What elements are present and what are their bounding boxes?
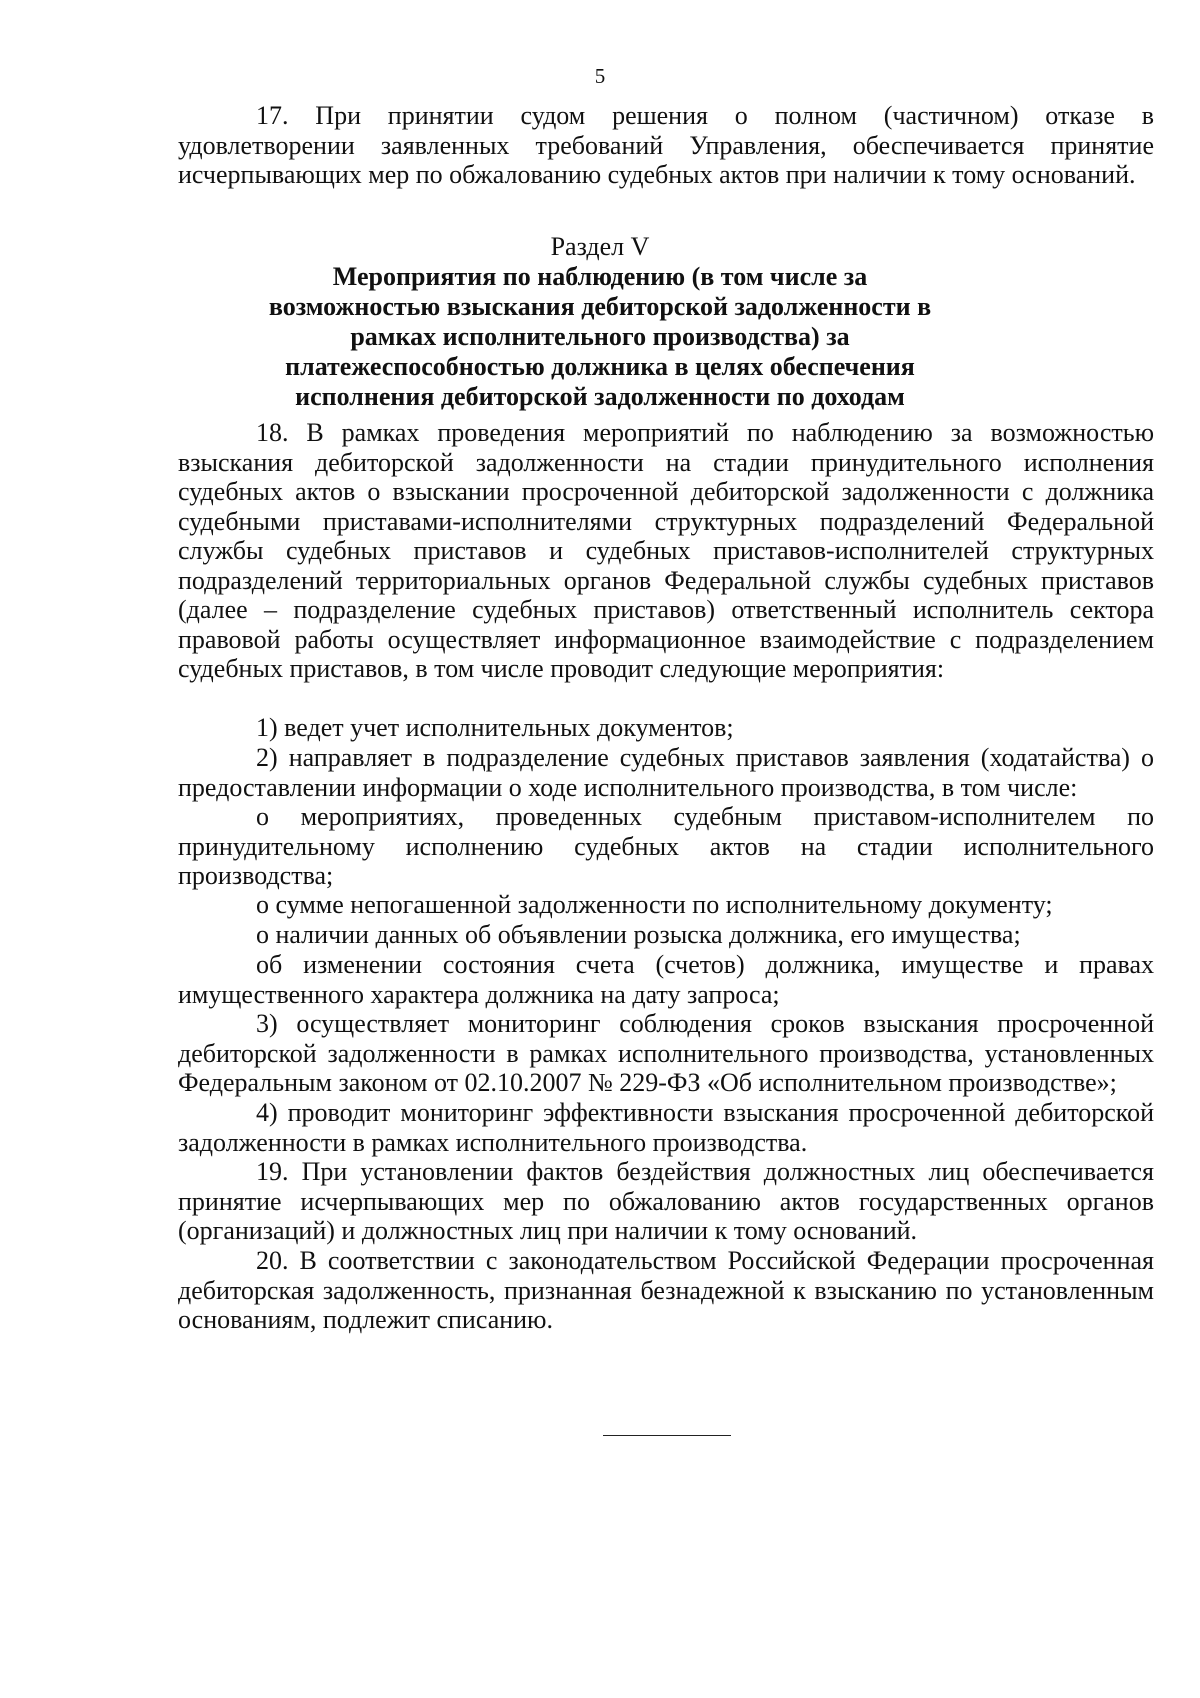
sub-item-1: о мероприятиях, проведенных судебным приставом-исполнителем по принудительному исполнению судебных актов на стадии исполнительного производства; — [178, 802, 1154, 890]
paragraph-18: 18. В рамках проведения мероприятий по наблюдению за возможностью взыскания дебиторской задолженности на стадии принудительного исполнения судебных актов о взыскании просроченной дебиторской задолженности с должника судебными приставами-исполнителями структурных подразделений Федеральной службы судебных приставов и судебных приставов-исполнителей структурных подразделений территориальных органов Федеральной службы судебных приставов (далее – подразделение судебных приставов) ответственный исполнитель сектора правовой работы осуществляет информационное взаимодействие с подразделением судебных приставов, в том числе проводит следующие мероприятия: — [178, 418, 1154, 683]
sub-item-2: о сумме непогашенной задолженности по исполнительному документу; — [256, 890, 1053, 919]
section-title: Мероприятия по наблюдению (в том числе за возможностью взыскания дебиторской задолженности в рамках исполнительного производства) за платежеспособностью должника в целях обеспечения исполнения дебиторской задолженности по доходам — [268, 262, 932, 411]
end-rule — [603, 1435, 731, 1436]
section-label: Раздел V — [550, 232, 650, 261]
paragraph-19: 19. При установлении фактов бездействия должностных лиц обеспечивается принятие исчерпывающих мер по обжалованию актов государственных органов (организаций) и должностных лиц при наличии к тому оснований. — [178, 1157, 1154, 1245]
list-item-1: 1) ведет учет исполнительных документов; — [256, 713, 734, 742]
list-item-4: 4) проводит мониторинг эффективности взыскания просроченной дебиторской задолженности в рамках исполнительного производства. — [178, 1098, 1154, 1157]
list-item-3: 3) осуществляет мониторинг соблюдения сроков взыскания просроченной дебиторской задолженности в рамках исполнительного производства, установленных Федеральным законом от 02.10.2007 № 229-ФЗ «Об исполнительном производстве»; — [178, 1009, 1154, 1097]
paragraph-20: 20. В соответствии с законодательством Российской Федерации просроченная дебиторская задолженность, признанная безнадежной к взысканию по установленным основаниям, подлежит списанию. — [178, 1246, 1154, 1334]
sub-item-3: о наличии данных об объявлении розыска должника, его имущества; — [256, 920, 1021, 949]
page-number: 5 — [594, 64, 606, 88]
list-item-2: 2) направляет в подразделение судебных приставов заявления (ходатайства) о предоставлении информации о ходе исполнительного производства, в том числе: — [178, 743, 1154, 802]
paragraph-17: 17. При принятии судом решения о полном (частичном) отказе в удовлетворении заявленных требований Управления, обеспечивается принятие исчерпывающих мер по обжалованию судебных актов при наличии к тому оснований. — [178, 101, 1154, 189]
sub-item-4: об изменении состояния счета (счетов) должника, имуществе и правах имущественного характера должника на дату запроса; — [178, 950, 1154, 1009]
